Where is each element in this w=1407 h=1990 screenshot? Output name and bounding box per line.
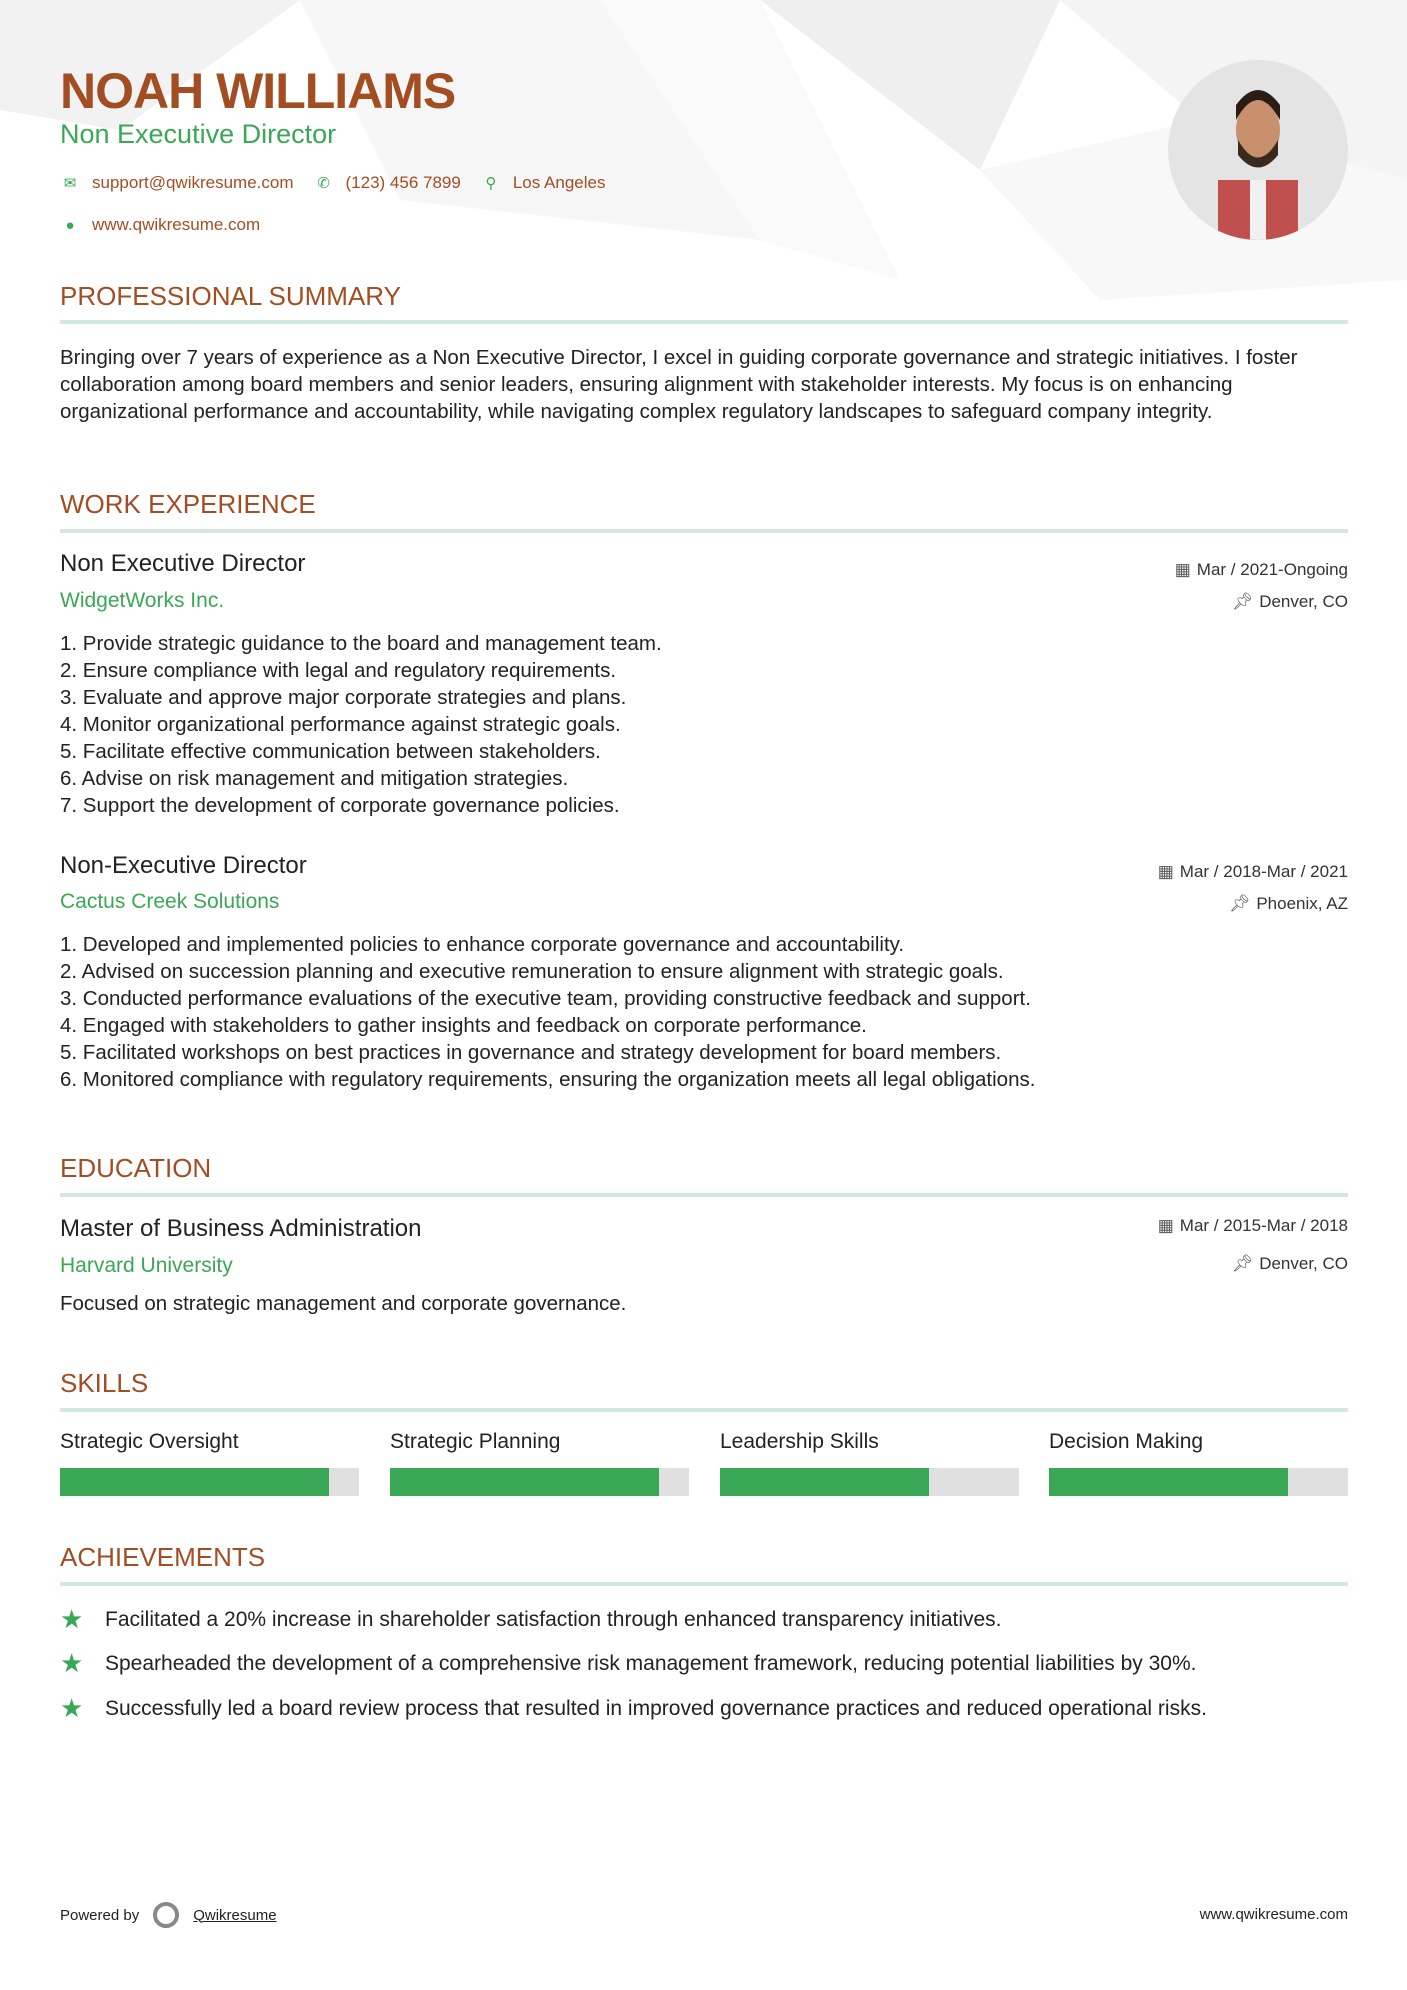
school-name: Harvard University [60, 1254, 233, 1277]
brand-link[interactable]: Qwikresume [193, 1906, 277, 1924]
contact-row [60, 173, 613, 193]
education-description: Focused on strategic management and corporate governance. [60, 1292, 627, 1315]
candidate-name: NOAH WILLIAMS [60, 63, 456, 119]
skill-name: Strategic Planning [390, 1430, 561, 1453]
list-item: 5. Facilitate effective communication between stakeholders. [60, 740, 601, 763]
achievement-item [60, 1693, 1207, 1724]
calendar-icon: ▦ [1157, 1216, 1174, 1235]
calendar-icon: ▦ [1174, 560, 1191, 579]
job-title: Non Executive Director [60, 550, 306, 577]
dates-text: Mar / 2015-Mar / 2018 [1179, 1216, 1348, 1235]
skill-name: Strategic Oversight [60, 1430, 239, 1453]
skill-fill [1049, 1468, 1288, 1496]
skill-item [60, 1430, 359, 1496]
education-heading: EDUCATION [60, 1153, 212, 1183]
skills-heading: SKILLS [60, 1368, 149, 1398]
location-text: Phoenix, AZ [1256, 894, 1348, 913]
skill-name: Leadership Skills [720, 1430, 879, 1453]
experience-heading: WORK EXPERIENCE [60, 489, 316, 519]
skill-item [1049, 1430, 1348, 1496]
summary-heading: PROFESSIONAL SUMMARY [60, 281, 401, 311]
list-item: 1. Developed and implemented policies to enhance corporate governance and accountability. [60, 933, 905, 956]
divider [60, 1582, 1348, 1586]
achievement-item [60, 1648, 1196, 1679]
list-item: 2. Ensure compliance with legal and regulatory requirements. [60, 659, 617, 682]
calendar-icon: ▦ [1157, 862, 1174, 881]
globe-icon: ● [65, 216, 75, 234]
email-link[interactable]: support@qwikresume.com [92, 173, 294, 192]
footer-website[interactable]: www.qwikresume.com [1199, 1906, 1348, 1923]
achievements-heading: ACHIEVEMENTS [60, 1542, 266, 1572]
list-item: 6. Advise on risk management and mitigation strategies. [60, 767, 569, 790]
divider [60, 1408, 1348, 1412]
company-name: Cactus Creek Solutions [60, 890, 280, 913]
achievement-text: Successfully led a board review process that resulted in improved governance practices and reduced operational risks. [105, 1696, 1207, 1720]
list-item: 4. Engaged with stakeholders to gather insights and feedback on corporate performance. [60, 1014, 867, 1037]
pin-icon: 📌︎ [1231, 1254, 1254, 1273]
location-text: Los Angeles [512, 173, 606, 192]
skill-item [720, 1430, 1019, 1496]
star-icon: ★ [60, 1648, 84, 1678]
job-location [1229, 894, 1348, 914]
powered-by-label: Powered by [60, 1906, 140, 1924]
skill-bar [720, 1468, 1019, 1496]
job-duties [60, 931, 1350, 1093]
skill-item [390, 1430, 689, 1496]
list-item: 7. Support the development of corporate governance policies. [60, 794, 620, 817]
achievement-text: Facilitated a 20% increase in shareholder satisfaction through enhanced transparency initiatives. [105, 1607, 1002, 1631]
location-text: Denver, CO [1259, 592, 1348, 611]
divider [60, 320, 1348, 324]
website-link[interactable]: www.qwikresume.com [92, 215, 261, 234]
skill-name: Decision Making [1049, 1430, 1204, 1453]
star-icon: ★ [60, 1604, 84, 1634]
list-item: 2. Advised on succession planning and executive remuneration to ensure alignment with strategic goals. [60, 960, 1004, 983]
skill-fill [390, 1468, 659, 1496]
skill-fill [720, 1468, 929, 1496]
avatar [1168, 60, 1348, 240]
education-location [1232, 1254, 1348, 1274]
skill-fill [60, 1468, 329, 1496]
summary-text: Bringing over 7 years of experience as a Non Executive Director, I excel in guiding corporate governance and strategic initiatives. I foster collaboration among board members and senior leaders, ensuring alignment with stakeholder interests. My focus is on enhancing organizational performance and accountability, while navigating complex regulatory landscapes to safeguard company integrity. [60, 346, 1298, 423]
divider [60, 1193, 1348, 1197]
list-item: 1. Provide strategic guidance to the board and management team. [60, 632, 662, 655]
qwikresume-logo-icon [153, 1902, 179, 1928]
website-row [60, 215, 268, 235]
degree-title: Master of Business Administration [60, 1215, 422, 1242]
location-text: Denver, CO [1259, 1254, 1348, 1273]
skill-bar [1049, 1468, 1348, 1496]
pin-icon: 📌︎ [1231, 592, 1254, 611]
footer-powered [60, 1902, 277, 1928]
map-pin-icon: ⚲ [485, 175, 497, 192]
achievement-text: Spearheaded the development of a comprehensive risk management framework, reducing potential liabilities by 30%. [105, 1651, 1197, 1675]
education-dates [1158, 1216, 1348, 1236]
list-item: 3. Evaluate and approve major corporate strategies and plans. [60, 686, 627, 709]
job-title: Non-Executive Director [60, 852, 307, 879]
pin-icon: 📌︎ [1228, 894, 1251, 913]
achievement-item [60, 1604, 1002, 1635]
company-name: WidgetWorks Inc. [60, 589, 225, 612]
list-item: 3. Conducted performance evaluations of the executive team, providing constructive feedback and support. [60, 987, 1031, 1010]
candidate-title: Non Executive Director [60, 119, 337, 149]
list-item: 4. Monitor organizational performance against strategic goals. [60, 713, 621, 736]
dates-text: Mar / 2021-Ongoing [1196, 560, 1348, 579]
skill-bar [60, 1468, 359, 1496]
dates-text: Mar / 2018-Mar / 2021 [1179, 862, 1348, 881]
phone-icon: ✆ [317, 175, 330, 192]
job-duties [60, 630, 1350, 819]
skill-bar [390, 1468, 689, 1496]
phone-text: (123) 456 7899 [345, 173, 461, 192]
star-icon: ★ [60, 1693, 84, 1723]
job-dates [1158, 862, 1348, 882]
job-dates [1175, 560, 1348, 580]
divider [60, 529, 1348, 533]
list-item: 6. Monitored compliance with regulatory requirements, ensuring the organization meets all legal obligations. [60, 1068, 1036, 1091]
job-location [1232, 592, 1348, 612]
envelope-icon: ✉ [63, 175, 77, 192]
list-item: 5. Facilitated workshops on best practices in governance and strategy development for board members. [60, 1041, 1002, 1064]
